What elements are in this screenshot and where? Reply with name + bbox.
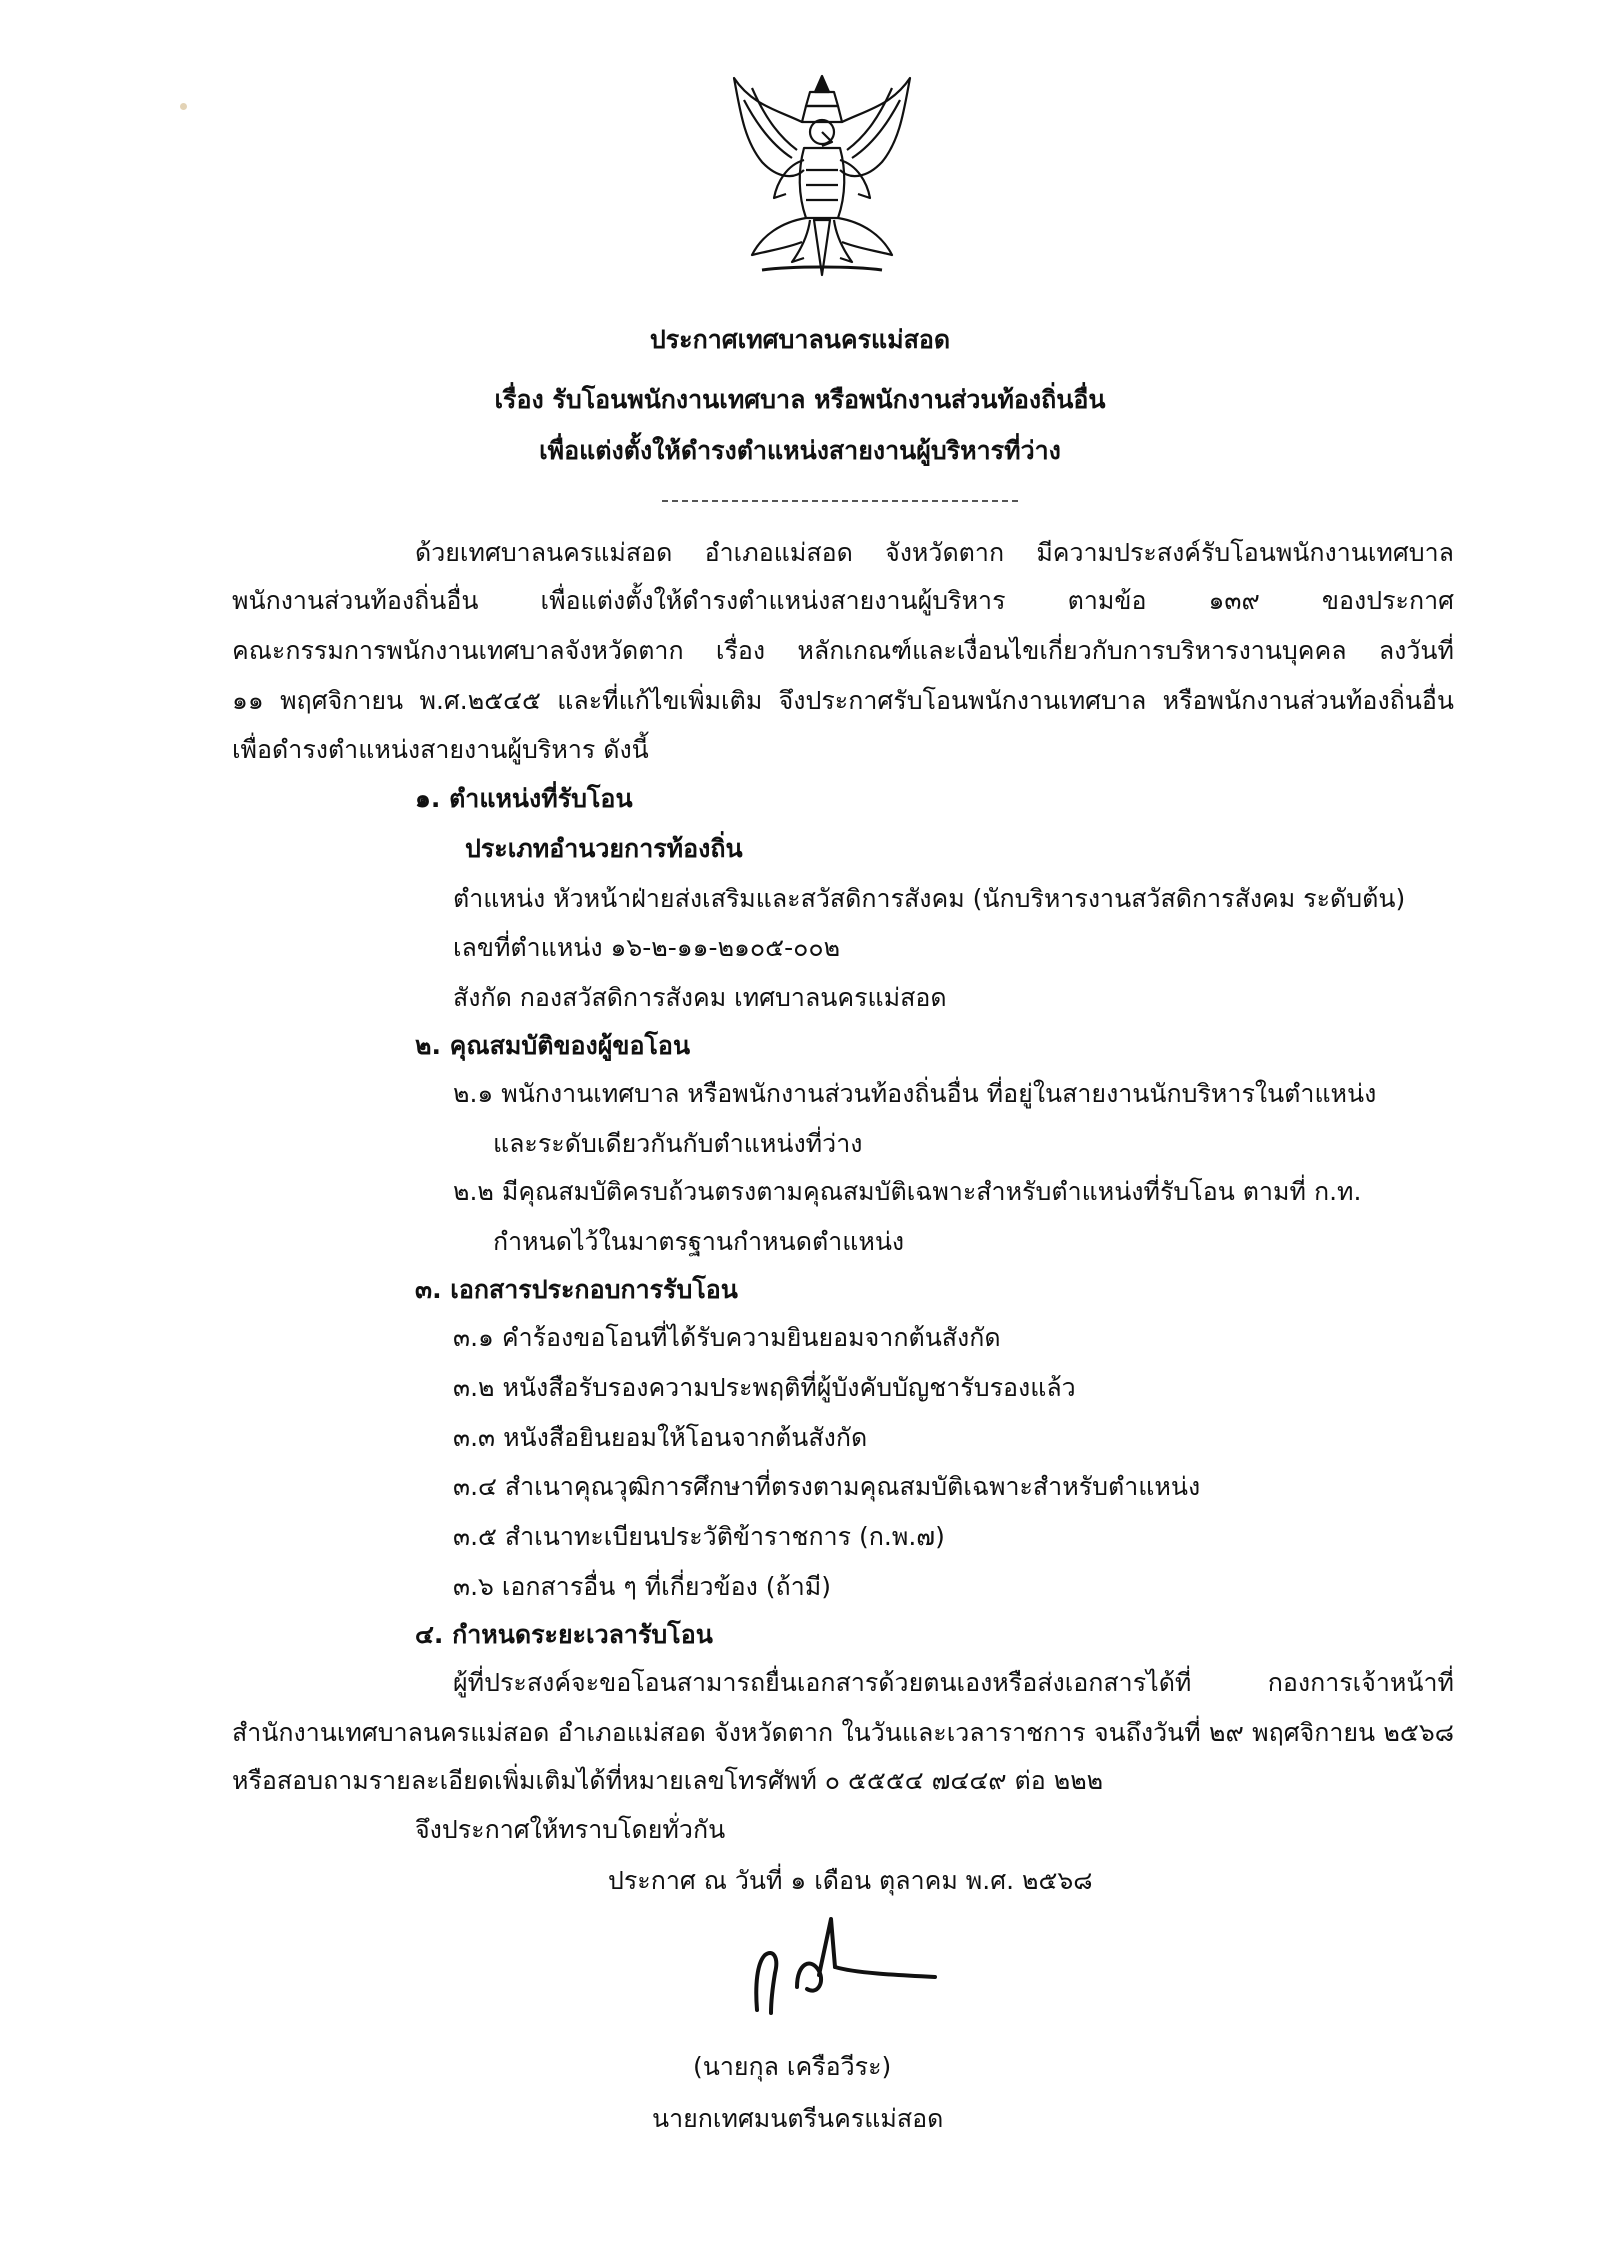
intro-line: เพื่อดำรงตำแหน่งสายงานผู้บริหาร ดังนี้ bbox=[232, 735, 649, 764]
section3-item: ๓.๕ สำเนาทะเบียนประวัติข้าราชการ (ก.พ.๗) bbox=[453, 1522, 945, 1551]
section2-item-continued: กำหนดไว้ในมาตรฐานกำหนดตำแหน่ง bbox=[493, 1227, 905, 1256]
section1-division: สังกัด กองสวัสดิการสังคม เทศบาลนครแม่สอด bbox=[453, 983, 947, 1012]
section3-item: ๓.๓ หนังสือยินยอมให้โอนจากต้นสังกัด bbox=[453, 1423, 868, 1452]
garuda-emblem bbox=[722, 70, 922, 285]
section3-heading: ๓. เอกสารประกอบการรับโอน bbox=[415, 1275, 738, 1304]
section2-item: ๒.๑ พนักงานเทศบาล หรือพนักงานส่วนท้องถิ่นอื่น ที่อยู่ในสายงานนักบริหารในตำแหน่ง bbox=[453, 1079, 1377, 1108]
section3-item: ๓.๖ เอกสารอื่น ๆ ที่เกี่ยวข้อง (ถ้ามี) bbox=[453, 1572, 831, 1601]
section3-item: ๓.๔ สำเนาคุณวุฒิการศึกษาที่ตรงตามคุณสมบัติเฉพาะสำหรับตำแหน่ง bbox=[453, 1472, 1201, 1501]
section3-item: ๓.๑ คำร้องขอโอนที่ได้รับความยินยอมจากต้นสังกัด bbox=[453, 1323, 1001, 1352]
intro-line: ด้วยเทศบาลนครแม่สอด อำเภอแม่สอด จังหวัดตาก มีความประสงค์รับโอนพนักงานเทศบาล bbox=[415, 538, 1454, 567]
section3-item: ๓.๒ หนังสือรับรองความประพฤติที่ผู้บังคับบัญชารับรองแล้ว bbox=[453, 1373, 1076, 1402]
section2-item-continued: และระดับเดียวกันกับตำแหน่งที่ว่าง bbox=[493, 1129, 863, 1158]
section4-line: หรือสอบถามรายละเอียดเพิ่มเติมได้ที่หมายเลขโทรศัพท์ ๐ ๕๕๕๔ ๗๔๔๙ ต่อ ๒๒๒ bbox=[232, 1766, 1104, 1795]
announcement-title: ประกาศเทศบาลนครแม่สอด bbox=[649, 325, 951, 354]
signer-name: (นายกุล เครือวีระ) bbox=[693, 2052, 892, 2081]
announcement-date: ประกาศ ณ วันที่ ๑ เดือน ตุลาคม พ.ศ. ๒๕๖๘ bbox=[608, 1866, 1093, 1895]
announcement-subject-line2: เพื่อแต่งตั้งให้ดำรงตำแหน่งสายงานผู้บริหารที่ว่าง bbox=[539, 436, 1061, 465]
section2-heading: ๒. คุณสมบัติของผู้ขอโอน bbox=[415, 1031, 691, 1060]
section2-item: ๒.๒ มีคุณสมบัติครบถ้วนตรงตามคุณสมบัติเฉพาะสำหรับตำแหน่งที่รับโอน ตามที่ ก.ท. bbox=[453, 1177, 1362, 1206]
section1-position-number: เลขที่ตำแหน่ง ๑๖-๒-๑๑-๒๑๐๕-๐๐๒ bbox=[453, 933, 841, 962]
section1-heading: ๑. ตำแหน่งที่รับโอน bbox=[415, 784, 633, 813]
divider-line bbox=[662, 500, 1018, 502]
intro-line: คณะกรรมการพนักงานเทศบาลจังหวัดตาก เรื่อง หลักเกณฑ์และเงื่อนไขเกี่ยวกับการบริหารงานบุคคล ลงวันที่ bbox=[232, 636, 1454, 665]
intro-line: ๑๑ พฤศจิกายน พ.ศ.๒๕๔๕ และที่แก้ไขเพิ่มเติม จึงประกาศรับโอนพนักงานเทศบาล หรือพนักงานส่วนท้องถิ่นอื่น bbox=[232, 686, 1454, 715]
signer-title: นายกเทศมนตรีนครแม่สอด bbox=[652, 2104, 944, 2133]
intro-line: พนักงานส่วนท้องถิ่นอื่น เพื่อแต่งตั้งให้ดำรงตำแหน่งสายงานผู้บริหาร ตามข้อ ๑๓๙ ของประกาศ bbox=[232, 586, 1454, 615]
signature-mark bbox=[735, 1915, 965, 2030]
section1-position: ตำแหน่ง หัวหน้าฝ่ายส่งเสริมและสวัสดิการสังคม (นักบริหารงานสวัสดิการสังคม ระดับต้น) bbox=[453, 884, 1406, 913]
section4-line: สำนักงานเทศบาลนครแม่สอด อำเภอแม่สอด จังหวัดตาก ในวันและเวลาราชการ จนถึงวันที่ ๒๙ พฤศจิกายน ๒๕๖๘ bbox=[232, 1718, 1454, 1747]
section4-line: ผู้ที่ประสงค์จะขอโอนสามารถยื่นเอกสารด้วยตนเองหรือส่งเอกสารได้ที่ กองการเจ้าหน้าที่ bbox=[453, 1668, 1454, 1697]
section1-subheading: ประเภทอำนวยการท้องถิ่น bbox=[465, 834, 743, 863]
closing-statement: จึงประกาศให้ทราบโดยทั่วกัน bbox=[415, 1815, 726, 1844]
section4-heading: ๔. กำหนดระยะเวลารับโอน bbox=[415, 1620, 713, 1649]
paper-speck bbox=[180, 103, 187, 110]
announcement-subject: เรื่อง รับโอนพนักงานเทศบาล หรือพนักงานส่วนท้องถิ่นอื่น bbox=[494, 385, 1106, 414]
